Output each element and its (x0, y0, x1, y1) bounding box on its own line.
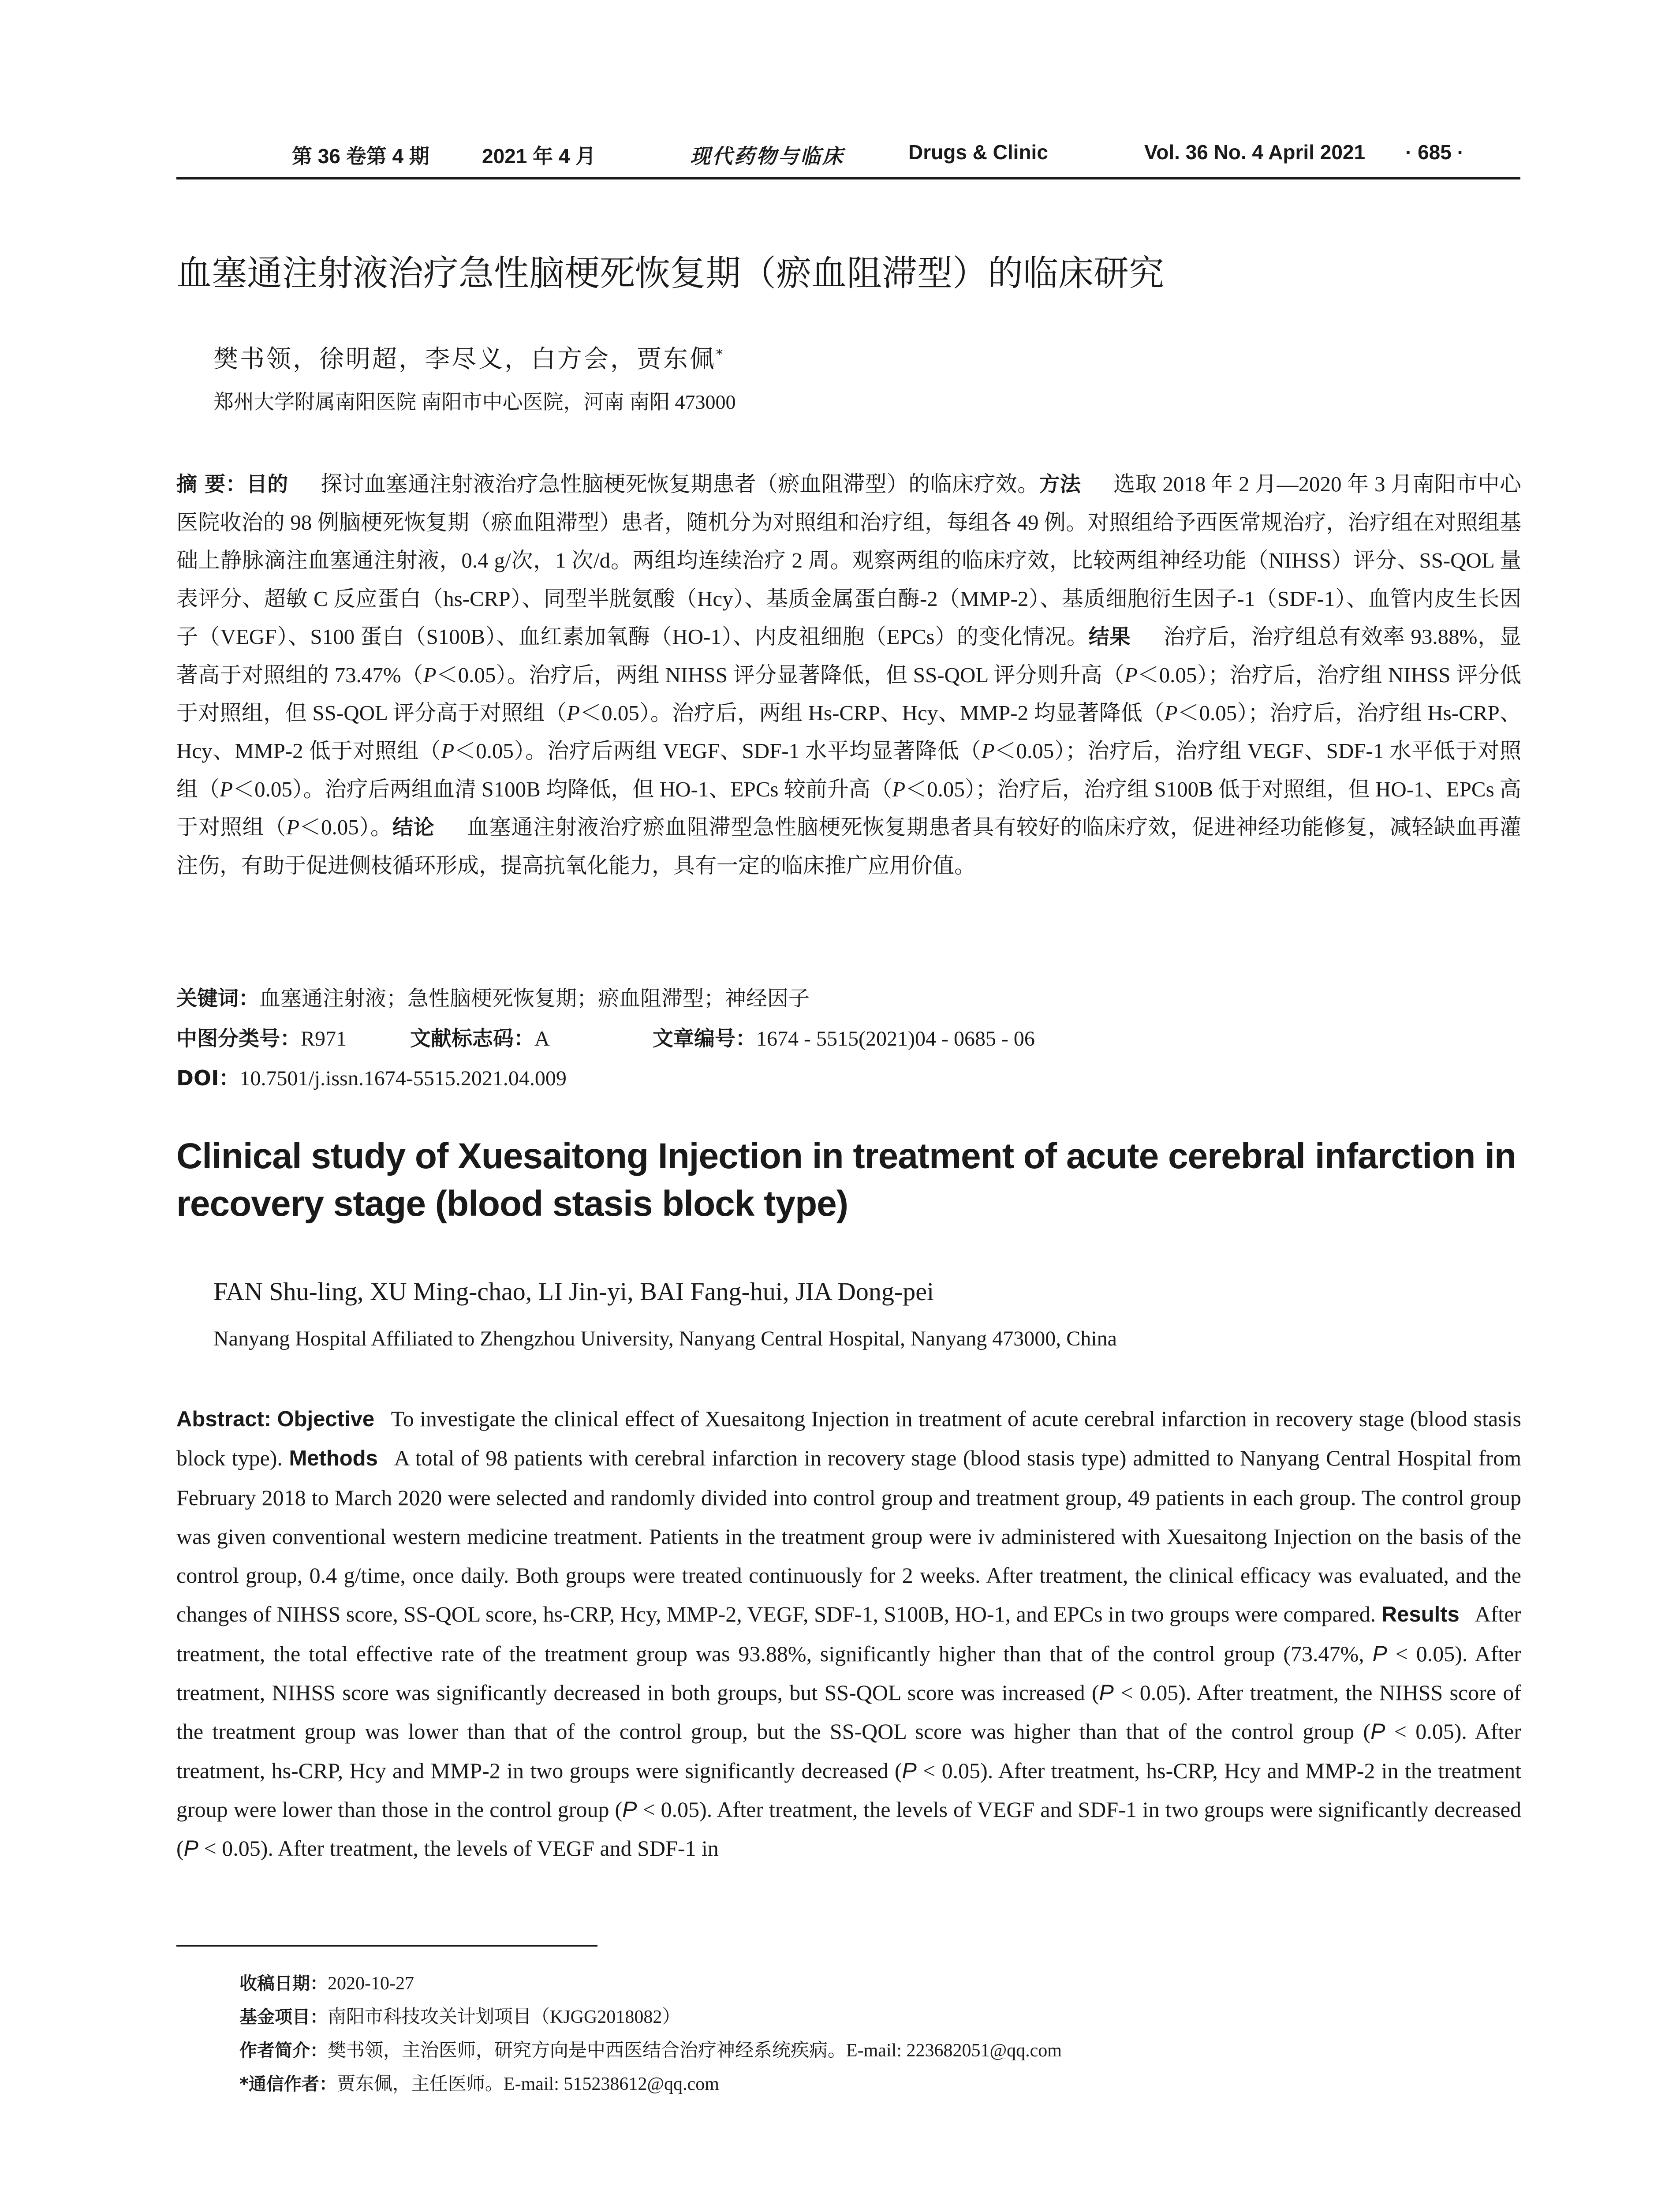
cn-class-value: R971 (301, 1027, 347, 1050)
p-value-symbol: P (567, 701, 580, 725)
received-value: 2020-10-27 (328, 1973, 414, 1994)
cn-class-label: 中图分类号： (176, 1027, 301, 1051)
running-header (176, 140, 1520, 177)
cn-article-label: 文章编号： (653, 1027, 756, 1051)
fund-label: 基金项目： (239, 2007, 328, 2027)
bio-label: 作者简介： (239, 2041, 328, 2061)
en-results-text: < 0.05). After treatment, NIHSS score was significantly decreased in both groups, but SS-QOL score was increased ( (176, 1641, 1521, 1705)
cn-conclusion-label: 结论 (392, 815, 435, 840)
cn-doc-value: A (534, 1027, 550, 1050)
cn-authors (213, 340, 724, 375)
cn-results-text: ＜0.05）。治疗后，两组 Hs-CRP、Hcy、MMP-2 均显著降低（ (580, 701, 1165, 725)
p-value-symbol: P (286, 815, 300, 839)
p-value-symbol: P (183, 1836, 199, 1861)
cn-author-names: 樊书领，徐明超，李尽义，白方会，贾东佩 (213, 345, 716, 374)
en-authors: FAN Shu-ling, XU Ming-chao, LI Jin-yi, BAI Fang-hui, JIA Dong-pei (213, 1277, 934, 1306)
corresponding-mark: * (716, 347, 724, 363)
en-results-label: Results (1381, 1603, 1460, 1627)
en-title: Clinical study of Xuesaitong Injection in treatment of acute cerebral infarction in recovery stage (blood stasis block type) (176, 1136, 1516, 1224)
cn-objective: 探讨血塞通注射液治疗急性脑梗死恢复期患者（瘀血阻滞型）的临床疗效。 (321, 472, 1039, 496)
cn-results-text: ＜0.05）；治疗后，治疗组 S100B 低于对照组，但 HO-1、EPCs 高于对照组（ (176, 777, 1521, 839)
en-methods-label: Methods (289, 1446, 378, 1471)
footnote-rule (176, 1945, 597, 1947)
doi-line (176, 1062, 567, 1091)
p-value-symbol: P (902, 1758, 917, 1783)
corresponding-label: *通信作者： (239, 2074, 337, 2094)
doi-label: DOI： (176, 1066, 240, 1091)
cn-objective-label: 目的 (246, 472, 288, 497)
en-abstract-label: Abstract: (176, 1407, 272, 1431)
cn-doc-label: 文献标志码： (410, 1027, 534, 1051)
header-volume: 第 36 卷第 4 期 (292, 145, 429, 168)
header-page-number: · 685 · (1405, 141, 1464, 164)
p-value-symbol: P (1164, 701, 1178, 725)
p-value-symbol: P (981, 739, 995, 763)
footnote-bio (239, 2034, 1062, 2067)
footnote-received (239, 1967, 1062, 2000)
p-value-symbol: P (423, 663, 437, 688)
p-value-symbol: P (1124, 663, 1138, 688)
cn-keywords-label: 关键词： (176, 987, 259, 1011)
p-value-symbol: P (892, 777, 906, 801)
header-issue: Vol. 36 No. 4 April 2021 (1144, 141, 1366, 164)
footnote-fund (239, 2000, 1062, 2034)
en-abstract (176, 1399, 1521, 1868)
cn-results-label: 结果 (1088, 624, 1131, 649)
cn-keywords (176, 981, 810, 1012)
received-label: 收稿日期： (239, 1973, 328, 1994)
cn-abstract-label: 摘 要： (176, 472, 246, 497)
en-results-text: < 0.05). After treatment, the levels of VEGF and SDF-1 in (198, 1836, 719, 1861)
en-results-text: After treatment, the total effective rate of the treatment group was 93.88%, significantly higher than that of the control group (73.47%, (176, 1602, 1522, 1666)
cn-results-text: ＜0.05）。治疗后两组血清 S100B 均降低，但 HO-1、EPCs 较前升高（ (233, 777, 892, 801)
en-results-text: < 0.05). After treatment, the NIHSS score of the treatment group was lower than that of the control group, but the SS-QOL score was higher than that of the control group ( (176, 1680, 1521, 1744)
en-results-text: < 0.05). After treatment, hs-CRP, Hcy and MMP-2 in two groups were significantly decreased ( (176, 1719, 1521, 1783)
cn-abstract (176, 465, 1521, 885)
header-journal-cn: 现代药物与临床 (690, 144, 844, 168)
cn-results-text: ＜0.05）。 (299, 815, 392, 839)
header-journal-en: Drugs & Clinic (908, 141, 1048, 164)
cn-methods: 选取 2018 年 2 月—2020 年 3 月南阳市中心医院收治的 98 例脑梗死恢复期（瘀血阻滞型）患者，随机分为对照组和治疗组，每组各 49 例。对照组给予西医常规治疗，治疗组在对照组基础上静脉滴注血塞通注射液，0.4 g/次，1 次/d。两组均连续治疗 2 周。观察两组的临床疗效，比较两组神经功能（NIHSS）评分、SS-QOL 量表评分、超敏 C 反应蛋白（hs-CRP）、同型半胱氨酸（Hcy）、基质金属蛋白酶-2（MMP-2）、基质细胞衍生因子-1（SDF-1）、血管内皮生长因子（VEGF）、S100 蛋白（S100B）、血红素加氧酶（HO-1）、内皮祖细胞（EPCs）的变化情况。 (176, 472, 1521, 649)
cn-methods-label: 方法 (1039, 472, 1081, 497)
p-value-symbol: P (1372, 1641, 1387, 1666)
en-results-text: < 0.05). After treatment, the levels of VEGF and SDF-1 in two groups were significantly decreased ( (176, 1797, 1521, 1861)
cn-title: 血塞通注射液治疗急性脑梗死恢复期（瘀血阻滞型）的临床研究 (176, 253, 1164, 294)
fund-value: 南阳市科技攻关计划项目（KJGG2018082） (328, 2007, 681, 2027)
cn-results-text: ＜0.05）；治疗后，治疗组 NIHSS 评分低于对照组，但 SS-QOL 评分高于对照组（ (176, 663, 1521, 725)
cn-results-text: ＜0.05）；治疗后，治疗组 Hs-CRP、Hcy、MMP-2 低于对照组（ (176, 701, 1522, 763)
doi-value: 10.7501/j.issn.1674-5515.2021.04.009 (239, 1067, 567, 1090)
en-methods: A total of 98 patients with cerebral infarction in recovery stage (blood stasis type) admitted to Nanyang Central Hospital from February 2018 to March 2020 were selected and randomly divided into control group and treatment group, 49 patients in each group. The control group was given conventional western medicine treatment. Patients in the treatment group were iv administered with Xuesaitong Injection on the basis of the control group, 0.4 g/time, once daily. Both groups were treated continuously for 2 weeks. After treatment, the clinical efficacy was evaluated, and the changes of NIHSS score, SS-QOL score, hs-CRP, Hcy, MMP-2, VEGF, SDF-1, S100B, HO-1, and EPCs in two groups were compared. (176, 1446, 1522, 1627)
cn-results-text: ＜0.05）；治疗后，治疗组 VEGF、SDF-1 水平低于对照组（ (176, 739, 1522, 801)
cn-keywords-value: 血塞通注射液；急性脑梗死恢复期；瘀血阻滞型；神经因子 (259, 987, 810, 1010)
header-rule (176, 177, 1520, 179)
cn-conclusion: 血塞通注射液治疗瘀血阻滞型急性脑梗死恢复期患者具有较好的临床疗效，促进神经功能修复，减轻缺血再灌注伤，有助于促进侧枝循环形成，提高抗氧化能力，具有一定的临床推广应用价值。 (176, 815, 1521, 878)
cn-results-text: 治疗后，治疗组总有效率 93.88%，显著高于对照组的 73.47%（ (176, 624, 1521, 688)
p-value-symbol: P (220, 777, 233, 801)
corresponding-value: 贾东佩，主任医师。E-mail: 515238612@qq.com (336, 2074, 719, 2094)
header-date: 2021 年 4 月 (482, 145, 596, 168)
p-value-symbol: P (622, 1797, 637, 1822)
cn-results-text: ＜0.05）。治疗后两组 VEGF、SDF-1 水平均显著降低（ (454, 739, 982, 763)
en-objective: To investigate the clinical effect of Xuesaitong Injection in treatment of acute cerebral infarction in recovery stage (blood stasis block type). (176, 1406, 1521, 1471)
cn-classification-line (176, 1022, 1035, 1052)
footnotes (239, 1967, 1062, 2101)
footnote-corresponding (239, 2067, 1062, 2101)
cn-article-value: 1674 - 5515(2021)04 - 0685 - 06 (756, 1027, 1035, 1050)
cn-results-text: ＜0.05）。治疗后，两组 NIHSS 评分显著降低，但 SS-QOL 评分则升高（ (436, 663, 1124, 688)
p-value-symbol: P (1099, 1680, 1114, 1705)
en-affiliation: Nanyang Hospital Affiliated to Zhengzhou University, Nanyang Central Hospital, Nanyang 473000, China (213, 1327, 1117, 1350)
cn-affiliation: 郑州大学附属南阳医院 南阳市中心医院，河南 南阳 473000 (213, 391, 736, 413)
p-value-symbol: P (1370, 1719, 1385, 1744)
en-objective-label: Objective (277, 1407, 375, 1431)
bio-value: 樊书领，主治医师，研究方向是中西医结合治疗神经系统疾病。E-mail: 223682051@qq.com (328, 2041, 1062, 2061)
p-value-symbol: P (441, 739, 455, 763)
en-results-text: < 0.05). After treatment, hs-CRP, Hcy and MMP-2 in the treatment group were lower than those in the control group ( (176, 1758, 1521, 1822)
